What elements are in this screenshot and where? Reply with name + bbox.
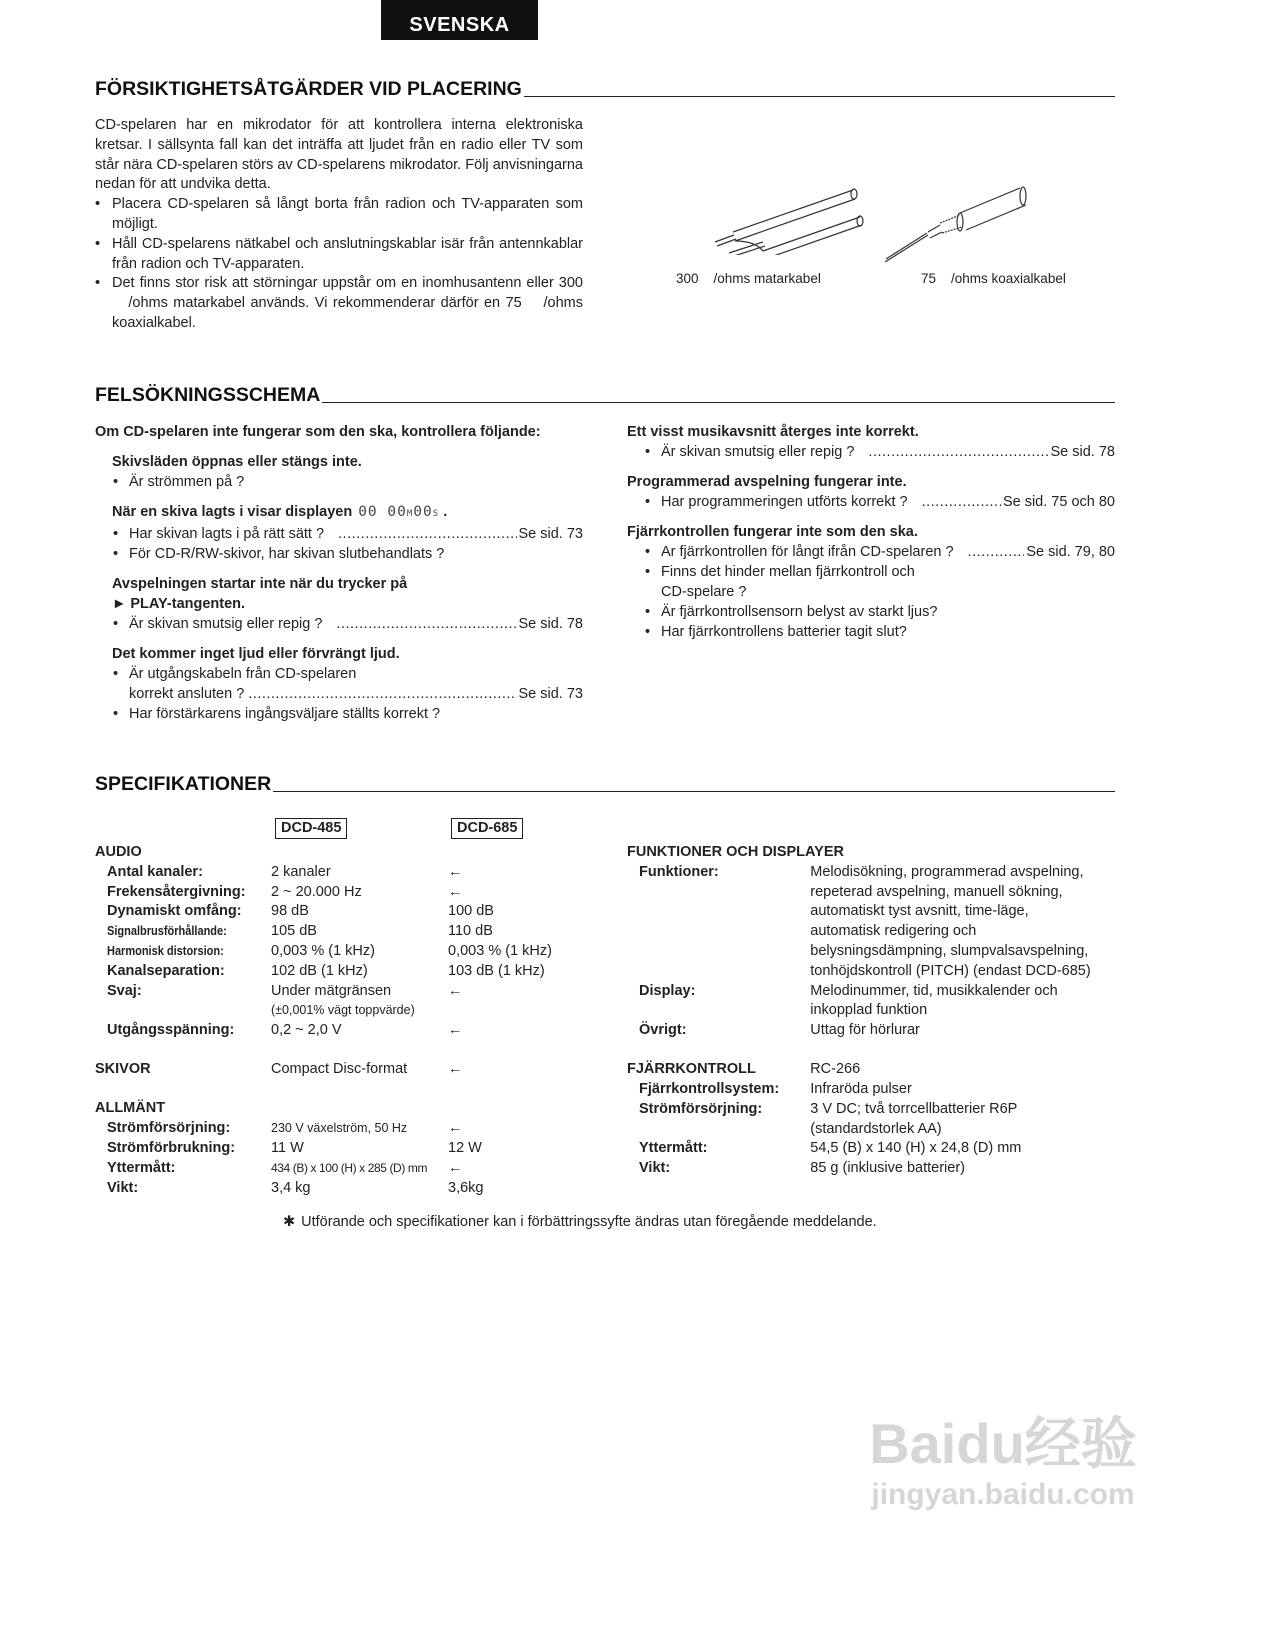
question-text: Programmerad avspelning fungerar inte. (627, 474, 907, 490)
trouble-question: När en skiva lagts i visar displayen 00 00M00S . (112, 504, 448, 520)
spec-value-alt: 100 dB (448, 903, 494, 920)
spec-label (639, 883, 810, 903)
spec-value: 2 kanaler (271, 863, 331, 880)
spec-value-alt: 0,003 % (1 kHz) (448, 942, 552, 959)
check-item (627, 492, 1115, 512)
note-text: Utförande och specifikationer kan i förbättringssyfte ändras utan föregående meddelande. (301, 1214, 877, 1230)
spec-label-text: Strömförsörjning: (639, 1100, 763, 1117)
spec-row (627, 982, 1127, 1002)
watermark-url: jingyan.baidu.com (871, 1478, 1135, 1511)
spacer (95, 1041, 595, 1060)
spec-row (627, 1159, 1127, 1179)
check-item (95, 664, 583, 704)
check-line (661, 492, 1115, 512)
spec-value-alt: 110 dB (448, 923, 493, 940)
check-line (129, 524, 583, 544)
trouble-question (627, 472, 1115, 492)
spec-label-text: Funktioner: (639, 863, 719, 880)
check-item (627, 622, 1115, 642)
heading-rule (524, 96, 1115, 97)
trouble-question-cont: ► PLAY-tangenten. (112, 596, 246, 612)
spec-label-text: Svaj: (107, 982, 142, 999)
check-line (129, 684, 583, 704)
spec-label (107, 1001, 271, 1021)
spec-label-text: Fjärrkontrollsystem: (639, 1081, 780, 1098)
spec-value: 85 g (inklusive batterier) (810, 1160, 965, 1177)
spec-row (627, 1060, 1127, 1080)
spec-value: 2 ~ 20.000 Hz (271, 883, 362, 900)
spec-row (627, 843, 1127, 863)
check-line (661, 542, 1115, 562)
trouble-question (112, 574, 583, 594)
spec-label (107, 883, 271, 903)
spec-label-text: Kanalseparation: (107, 962, 225, 979)
spec-label (639, 863, 810, 883)
page-ref: Se sid. 78 (1050, 444, 1115, 460)
spec-label-text: Strömförbrukning: (107, 1139, 236, 1156)
spacer (627, 1041, 1127, 1060)
spec-label (107, 902, 271, 922)
spec-label (639, 982, 810, 1002)
spec-value: Compact Disc-format (271, 1061, 408, 1078)
page-ref: Se sid. 73 (518, 526, 583, 542)
model-label-dcd685: DCD-685 (451, 818, 523, 839)
check-text: • Har skivan lagts i på rätt sätt ? (129, 526, 325, 542)
spec-row (95, 843, 595, 863)
spec-label (107, 1139, 271, 1159)
placement-text (95, 116, 583, 334)
spec-value-alt: 103 dB (1 kHz) (448, 962, 545, 979)
spec-value-alt: ← (448, 883, 463, 900)
spec-label-text: Dynamiskt omfång: (107, 903, 242, 920)
check-item (627, 442, 1115, 462)
spec-row (95, 1159, 595, 1179)
check-text: • Ar fjärrkontrollen för långt ifrån CD-spelaren ? (661, 544, 954, 560)
check-text: • Har programmeringen utförts korrekt ? (661, 494, 908, 510)
spec-value: Uttag för hörlurar (810, 1022, 920, 1039)
check-item (95, 614, 583, 634)
spec-category: FJÄRRKONTROLL (627, 1061, 756, 1078)
spec-value-alt: ← (448, 863, 463, 880)
check-line (661, 442, 1115, 462)
spec-label (639, 1120, 810, 1140)
spec-label (107, 1021, 271, 1041)
specs-right (627, 843, 1127, 1179)
spec-value: (±0,001% vägt toppvärde) (271, 1003, 415, 1018)
check-text: • Har fjärrkontrollens batterier tagit slut? (661, 624, 907, 640)
trouble-question (627, 422, 1115, 442)
spec-label (107, 942, 271, 962)
placement-bullet: • Håll CD-spelarens nätkabel och anslutningskablar isär från antennkablar från radion och TV-apparaten. (95, 235, 583, 275)
spec-row (627, 962, 1127, 982)
spec-label (107, 863, 271, 883)
check-item (627, 542, 1115, 562)
spec-row (627, 1021, 1127, 1041)
dot-leader (968, 542, 1025, 562)
section-heading-troubleshooting (95, 384, 1115, 407)
question-text: Avspelningen startar inte när du trycker på (112, 576, 408, 592)
spec-value: 0,003 % (1 kHz) (271, 942, 375, 959)
dot-leader (868, 442, 1048, 462)
heading-text: SPECIFIKATIONER (95, 773, 272, 795)
question-text: När en skiva lagts i visar displayen (112, 504, 353, 520)
spec-label (639, 1100, 810, 1120)
heading-rule (322, 402, 1115, 403)
spec-row (627, 1120, 1127, 1140)
spec-label (107, 962, 271, 982)
check-item (627, 602, 1115, 622)
check-text: • Är fjärrkontrollsensorn belyst av starkt ljus? (661, 604, 938, 620)
spec-row (95, 942, 595, 962)
spec-category: AUDIO (95, 844, 142, 860)
coax-cable-caption: 75 /ohms koaxialkabel (921, 271, 1066, 286)
check-item (95, 544, 583, 564)
spec-row (627, 902, 1127, 922)
spec-value: Under mätgränsen (271, 982, 392, 999)
section-heading-placement (95, 78, 1115, 101)
heading-text: FELSÖKNINGSSCHEMA (95, 384, 321, 406)
spec-row (95, 902, 595, 922)
dot-leader (922, 492, 1001, 512)
display-digits: 00 (387, 504, 407, 520)
check-text: • För CD-R/RW-skivor, har skivan slutbehandlats ? (129, 546, 445, 562)
check-text: • Är skivan smutsig eller repig ? (661, 444, 855, 460)
spec-value: Melodinummer, tid, musikkalender och (810, 982, 1058, 999)
spec-value: automatiskt tyst avsnitt, time-läge, (810, 903, 1029, 920)
spec-label (639, 1001, 810, 1021)
question-text: Fjärrkontrollen fungerar inte som den ska. (627, 524, 918, 540)
spec-label-text: Övrigt: (639, 1022, 687, 1039)
display-unit: M (406, 509, 414, 519)
spec-value-alt: ← (448, 1022, 463, 1039)
spec-value-alt: 12 W (448, 1139, 482, 1156)
asterisk-icon: ✱ (283, 1214, 296, 1230)
spec-row (627, 1080, 1127, 1100)
specs-left (95, 843, 595, 1198)
check-text: • Är strömmen på ? (129, 474, 245, 490)
spec-row (95, 1060, 595, 1080)
spec-label-text: Vikt: (107, 1179, 139, 1196)
spec-row (95, 922, 595, 942)
troubleshooting-right (627, 422, 1115, 642)
spec-row (95, 1099, 595, 1119)
dot-leader (338, 524, 516, 544)
spec-value: 3,4 kg (271, 1179, 311, 1196)
display-digits: 00 (413, 504, 433, 520)
model-label-dcd485: DCD-485 (275, 818, 347, 839)
spec-label-text: Utgångsspänning: (107, 1022, 235, 1039)
trouble-question (112, 452, 583, 472)
spec-value: 0,2 ~ 2,0 V (271, 1022, 342, 1039)
spacer (95, 1080, 595, 1099)
spec-label (107, 1119, 271, 1139)
spec-label (107, 982, 271, 1002)
spec-value: 98 dB (271, 903, 309, 920)
spec-value: 102 dB (1 kHz) (271, 962, 368, 979)
spec-label-text: Frekensåtergivning: (107, 883, 246, 900)
feeder-cable-caption: 300 /ohms matarkabel (676, 271, 821, 286)
spec-label-text: Antal kanaler: (107, 863, 203, 880)
placement-intro: CD-spelaren har en mikrodator för att kontrollera interna elektroniska kretsar. I sällsynta fall kan det inträffa att ljudet från en radio eller TV som står nära CD-spelaren störs av CD-spelarens mikrodator. Följ anvisningarna nedan för att undvika detta. (95, 117, 583, 193)
check-text: • Finns det hinder mellan fjärrkontroll och (661, 564, 915, 580)
placement-bullet: • Placera CD-spelaren så långt borta från radion och TV-apparaten som möjligt. (95, 195, 583, 235)
spec-value: 105 dB (271, 923, 317, 940)
check-text-cont: korrekt ansluten ? (129, 686, 245, 702)
spec-row (95, 962, 595, 982)
spec-row (95, 1139, 595, 1159)
heading-rule (273, 791, 1115, 792)
spec-row (95, 863, 595, 883)
spec-row (95, 1179, 595, 1199)
spec-row (95, 982, 595, 1002)
spec-label (107, 1179, 271, 1199)
spec-value: 54,5 (B) x 140 (H) x 24,8 (D) mm (810, 1140, 1022, 1157)
spec-row (95, 1021, 595, 1041)
spec-value-alt: ← (448, 1159, 463, 1176)
question-text: Skivsläden öppnas eller stängs inte. (112, 454, 362, 470)
dot-leader (336, 614, 516, 634)
check-text-cont: CD-spelare ? (661, 584, 747, 600)
spec-row (627, 883, 1127, 903)
spec-label-text: Yttermått: (639, 1140, 708, 1157)
page-ref: Se sid. 78 (518, 616, 583, 632)
spec-row (95, 883, 595, 903)
spec-value-alt: ← (448, 982, 463, 999)
spec-category: ALLMÄNT (95, 1100, 166, 1117)
spec-label-text: Signalbrusförhållande: (107, 924, 227, 939)
spec-value: belysningsdämpning, slumpvalsavspelning, (810, 942, 1089, 959)
spec-value: 11 W (271, 1139, 304, 1156)
placement-bullet: • Det finns stor risk att störningar uppstår om en inomhusantenn eller 300 /ohms matarkabel används. Vi rekommenderar därför en 75 /ohms koaxialkabel. (95, 274, 583, 333)
spec-label (639, 1139, 810, 1159)
check-text: • Har förstärkarens ingångsväljare ställts korrekt ? (129, 706, 441, 722)
section-heading-specs (95, 773, 1115, 796)
spec-value: inkopplad funktion (810, 1002, 928, 1019)
spec-label-text: Yttermått: (107, 1159, 176, 1176)
spec-value: automatisk redigering och (810, 923, 977, 940)
spec-row (627, 863, 1127, 883)
spec-label (107, 922, 271, 942)
spec-value: RC-266 (810, 1061, 861, 1078)
heading-text: FÖRSIKTIGHETSÅTGÄRDER VID PLACERING (95, 78, 522, 100)
spec-value: (standardstorlek AA) (810, 1120, 942, 1137)
spec-category: SKIVOR (95, 1061, 151, 1078)
spec-row (627, 1139, 1127, 1159)
spec-row (627, 942, 1127, 962)
spec-value: tonhöjdskontroll (PITCH) (endast DCD-685) (810, 962, 1091, 979)
trouble-question (112, 644, 583, 664)
troubleshooting-left (95, 422, 583, 724)
spec-label (639, 902, 810, 922)
spec-value: Melodisökning, programmerad avspelning, (810, 863, 1084, 880)
display-readout (358, 504, 439, 520)
spec-row (95, 1119, 595, 1139)
spec-label-text: Strömförsörjning: (107, 1120, 231, 1137)
check-item (95, 472, 583, 492)
spec-row (627, 1100, 1127, 1120)
spec-label-text: Vikt: (639, 1160, 671, 1177)
check-text: • Är skivan smutsig eller repig ? (129, 616, 323, 632)
spec-label (639, 1159, 810, 1179)
troubleshooting-intro: Om CD-spelaren inte fungerar som den ska, kontrollera följande: (95, 424, 541, 440)
check-text: • Är utgångskabeln från CD-spelaren (129, 666, 357, 682)
spec-value: 434 (B) x 100 (H) x 285 (D) mm (271, 1160, 428, 1175)
check-item (95, 524, 583, 544)
spec-value: Infraröda pulser (810, 1081, 912, 1098)
display-unit: S (432, 509, 440, 519)
spec-value-alt: ← (448, 1120, 463, 1137)
check-item (627, 562, 1115, 602)
spec-row (627, 922, 1127, 942)
spec-row (95, 1001, 595, 1021)
spec-category: FUNKTIONER OCH DISPLAYER (627, 844, 844, 860)
spec-label (639, 922, 810, 942)
feeder-cable-illustration (705, 185, 865, 255)
dot-leader (248, 684, 516, 704)
spec-value: 230 V växelström, 50 Hz (271, 1121, 408, 1136)
spec-label (107, 1159, 271, 1179)
spec-value-alt: 3,6kg (448, 1179, 484, 1196)
check-line (129, 614, 583, 634)
trouble-question (627, 522, 1115, 542)
check-item (95, 704, 583, 724)
page-ref: Se sid. 75 och 80 (1002, 494, 1115, 510)
question-text: Ett visst musikavsnitt återges inte korrekt. (627, 424, 919, 440)
spec-value: 3 V DC; två torrcellbatterier R6P (810, 1100, 1018, 1117)
spec-label (639, 1080, 810, 1100)
spec-label-text: Display: (639, 982, 696, 999)
language-tab: SVENSKA (381, 0, 538, 40)
spec-row (627, 1001, 1127, 1021)
watermark-logo: Baidu经验 (869, 1412, 1137, 1475)
spec-value-alt: ← (448, 1061, 463, 1078)
question-text: Det kommer inget ljud eller förvrängt ljud. (112, 646, 400, 662)
spec-label-text: Harmonisk distorsion: (107, 943, 224, 958)
specs-note (283, 1213, 877, 1232)
spec-label (639, 1021, 810, 1041)
page-ref: Se sid. 73 (518, 686, 583, 702)
page-ref: Se sid. 79, 80 (1026, 544, 1115, 560)
display-digits: 00 (358, 504, 378, 520)
spec-label (639, 962, 810, 982)
spec-label (639, 942, 810, 962)
coaxial-cable-illustration (880, 185, 1040, 265)
spec-value: repeterad avspelning, manuell sökning, (810, 883, 1063, 900)
